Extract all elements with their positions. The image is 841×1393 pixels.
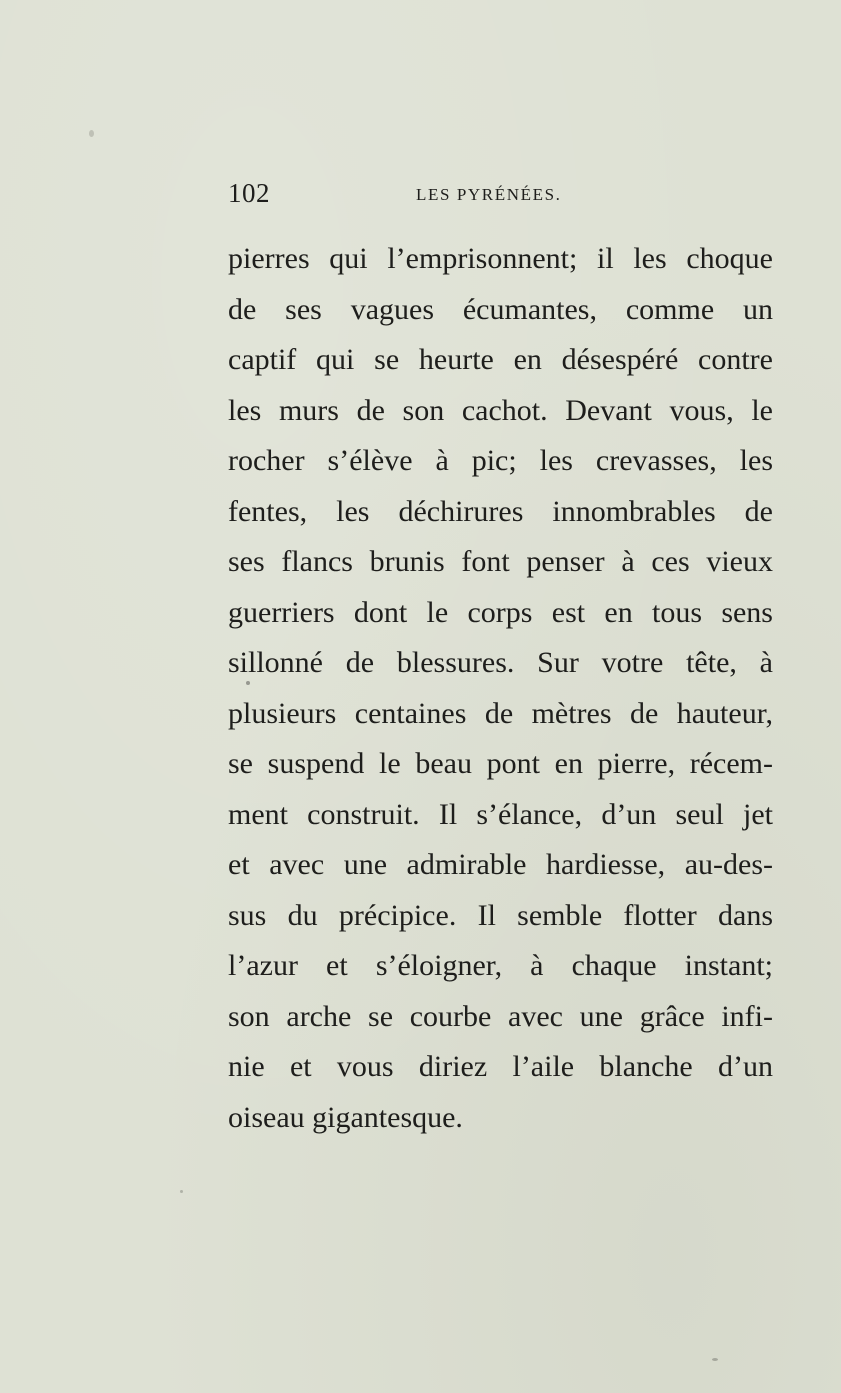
text-line: pierres qui l’emprisonnent; il les choque	[228, 242, 773, 275]
text-line: captif qui se heurte en désespéré contre	[228, 343, 773, 376]
text-line: fentes, les déchirures innombrables de	[228, 494, 773, 528]
text-line: oiseau gigantesque.	[228, 1100, 463, 1134]
page-header	[228, 178, 774, 218]
paper-speck	[89, 130, 94, 137]
text-line: l’azur et s’éloigner, à chaque instant;	[228, 949, 773, 982]
text-line: plusieurs centaines de mètres de hauteur,	[228, 696, 773, 730]
text-line: guerriers dont le corps est en tous sens	[228, 595, 773, 629]
text-line: ses flancs brunis font penser à ces vieux	[228, 545, 773, 578]
text-line: et avec une admirable hardiesse, au-des-	[228, 848, 773, 881]
text-line: les murs de son cachot. Devant vous, le	[228, 393, 773, 427]
text-line: sus du précipice. Il semble flotter dans	[228, 898, 773, 932]
text-line: se suspend le beau pont en pierre, récem-	[228, 747, 773, 780]
paper-speck	[712, 1358, 718, 1361]
text-line: de ses vagues écumantes, comme un	[228, 292, 773, 326]
running-title: LES PYRÉNÉES.	[416, 185, 562, 204]
text-line: son arche se courbe avec une grâce infi-	[228, 999, 773, 1033]
text-line: rocher s’élève à pic; les crevasses, les	[228, 444, 773, 477]
text-line: nie et vous diriez l’aile blanche d’un	[228, 1050, 773, 1083]
text-line: ment construit. Il s’élance, d’un seul jet	[228, 797, 773, 831]
text-line: sillonné de blessures. Sur votre tête, à	[228, 646, 773, 679]
paper-speck	[180, 1190, 183, 1193]
body-paragraph	[228, 234, 773, 1143]
page-number: 102	[228, 178, 270, 208]
